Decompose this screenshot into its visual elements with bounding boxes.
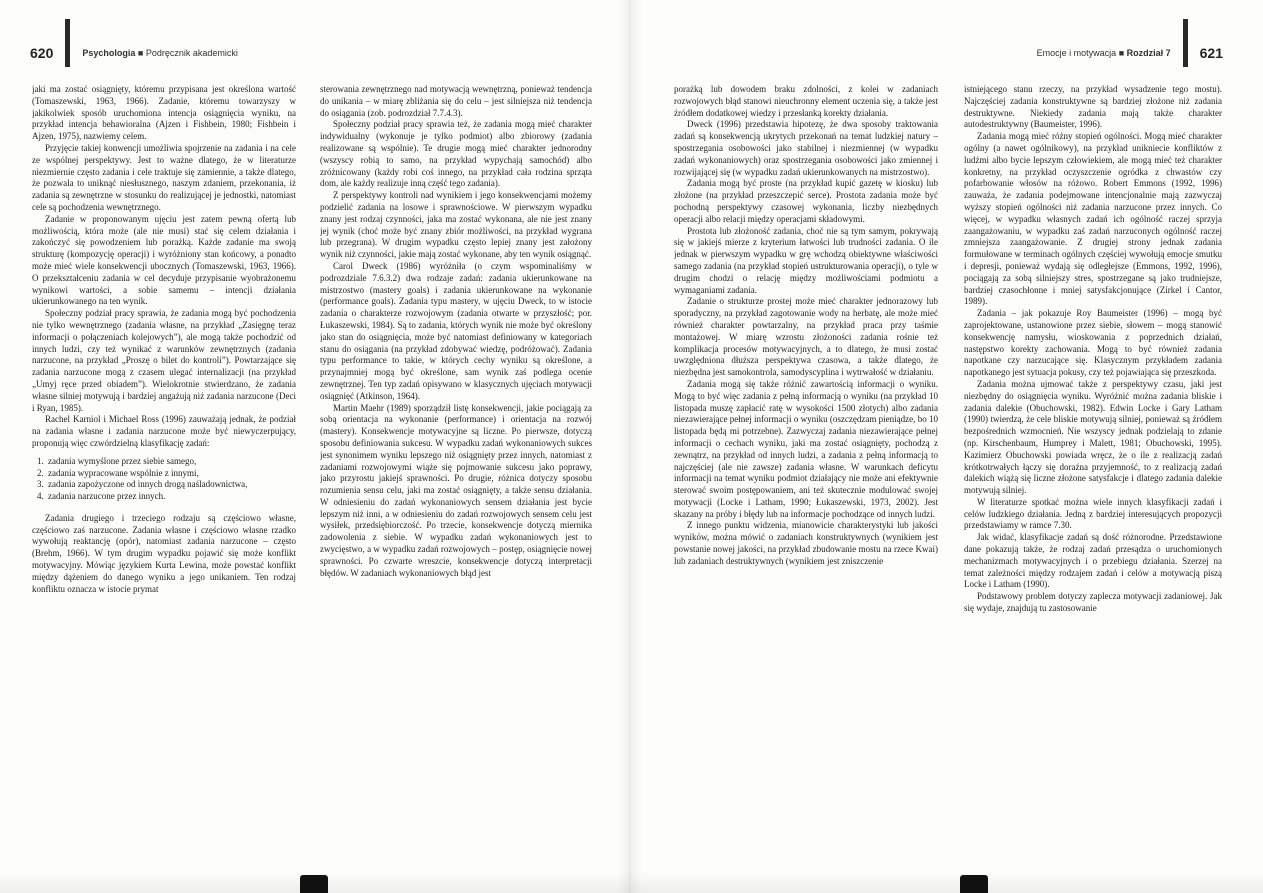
left-page-column-2 <box>320 84 592 864</box>
book-gutter <box>618 0 642 893</box>
paragraph: jaki ma zostać osiągnięty, któremu przypisana jest określona wartość (Tomaszewski, 1963, 1966). Zadanie, któremu towarzyszy w jakikolwiek sposób uruchomiona intencja osiągnięcia wyniku, na przykład intencja behawioralna (Ajzen i Fishbein, 1980; Fishbein i Ajzen, 1975), nazwiemy celem. <box>32 84 296 142</box>
left-running-subtitle: Podręcznik akademicki <box>145 48 238 58</box>
right-page-column-1 <box>674 84 938 864</box>
right-running-head: Emocje i motywacja ■ Rozdział 7 <box>1036 48 1171 58</box>
paragraph: porażką lub dowodem braku zdolności, z kolei w zadaniach rozwojowych błąd stanowi nieuchronny element uczenia się, a także jest źródłem dodatkowej wiedzy i przesłanką korekty działania. <box>674 84 938 118</box>
scan-bottom-shadow <box>0 871 1263 893</box>
list-item: 3. zadania zapożyczone od innych drogą naśladownictwa, <box>46 479 296 491</box>
list-item: 2. zadania wypracowane wspólnie z innymi, <box>46 468 296 480</box>
paragraph: istniejącego stanu rzeczy, na przykład wysadzenie tego mostu). Najczęściej zadania konstruktywne są bardziej złożone niż zadania destruktywne. Niekiedy zadania mają także charakter autodestruktywny (Baumeister, 1996). <box>964 84 1222 130</box>
right-running-subtitle: Rozdział 7 <box>1126 48 1171 58</box>
paragraph: W literaturze spotkać można wiele innych klasyfikacji zadań i celów ludzkiego działania. Jedną z bardziej interesujących propozycji przedstawiamy w ramce 7.30. <box>964 496 1222 531</box>
paragraph: Rachel Karniol i Michael Ross (1996) zauważają jednak, że podział na zadania własne i zadania narzucone może być niewyczerpujący, proponują więc czwórdzielną klasyfikację zadań: <box>32 414 296 448</box>
paragraph: sterowania zewnętrznego nad motywacją wewnętrzną, ponieważ tendencja do unikania – w miarę zbliżania się do celu – jest silniejsza niż tendencja do osiągania (zob. podrozdział 7.7.4.3). <box>320 84 592 118</box>
paragraph: Zadania można ujmować także z perspektywy czasu, jaki jest niezbędny do osiągnięcia wyniku. Wyróżnić można zadania bliskie i zadania dalekie (Obuchowski, 1982). Edwin Locke i Gary Latham (1990) twierdzą, że cele bliskie motywują silniej, ponieważ są źródłem bezpośrednich wzmocnień. Nie wszyscy jednak podzielają to zdanie (np. Kirschenbaum, Humprey i Malett, 1981; Obuchowski, 1995). Kazimierz Obuchowski powiada wręcz, że o ile z realizacją zadań krótkotrwałych łączy się doraźna przyjemność, to z realizacją zadań dalekich wiążą się liczne złożone satysfakcje i dlatego zadania dalekie motywują silniej. <box>964 378 1222 496</box>
scan-artifact <box>300 875 328 893</box>
right-header-bar <box>1183 19 1188 67</box>
right-running-title: Emocje i motywacja <box>1036 48 1117 58</box>
paragraph: Podstawowy problem dotyczy zaplecza motywacji zadaniowej. Jak się wydaje, znajdują tu zastosowanie <box>964 591 1222 614</box>
paragraph: Przyjęcie takiej konwencji umożliwia spojrzenie na zadania i na cele ze wspólnej perspektywy. Jest to ważne dlatego, że w literaturze niezmiernie często zadania i cele traktuje się zamiennie, a także dlatego, że pozwala to uniknąć niesłusznego, naszym zdaniem, przekonania, iż zadania są zewnętrzne w stosunku do realizującej je jednostki, natomiast cele są pochodzenia wewnętrznego. <box>32 142 296 212</box>
paragraph: Dweck (1996) przedstawia hipotezę, że dwa sposoby traktowania zadań są konsekwencją ukrytych przekonań na temat ludzkiej natury – spostrzegania osobowości jako stabilnej i niezmiennej (w wypadku zadań wykonaniowych) oraz spostrzegania osobowości jako zmiennej i rozwijającej się (w wypadku zadań ukierunkowanych na mistrzostwo). <box>674 119 938 177</box>
left-header-bar <box>65 19 70 67</box>
paragraph: Carol Dweck (1986) wyróżniła (o czym wspominaliśmy w podrozdziale 7.6.3.2) dwa rodzaje zadań: zadania ukierunkowane na mistrzostwo (mastery goals) i zadania ukierunkowane na wykonanie (performance goals). Zadania typu mastery, w ujęciu Dweck, to w istocie zadania o charakterze rozwojowym (zadania otwarte w przyszłość; por. Łukaszewski, 1984). Są to zadania, których wynik nie może być określony jako stan do osiągnięcia, może być natomiast definiowany w kategoriach stanu do osiągania (na przykład zdobywać wiedzę, podróżować). Zadania typu performance to takie, w których cechy wyniku są określone, a przynajmniej mogą być określone, sam wynik zaś podlega ocenie zewnętrznej. Ten typ zadań opisywano w klasycznych ujęciach motywacji osiągnięć (Atkinson, 1964). <box>320 260 592 401</box>
list-item: 4. zadania narzucone przez innych. <box>46 491 296 503</box>
scan-artifact <box>960 875 988 893</box>
right-page-header <box>1037 38 1223 68</box>
right-page-number: 621 <box>1199 45 1223 61</box>
list-item: 1. zadania wymyślone przez siebie samego, <box>46 456 296 468</box>
paragraph: Społeczny podział pracy sprawia też, że zadania mogą mieć charakter indywidualny (wykonuje je tylko podmiot) albo zbiorowy (zadania realizowane są wspólnie). Te drugie mogą mieć charakter jednorodny (wszyscy robią to samo, na przykład wypychają samochód) albo zróżnicowany (każdy robi coś innego, na przykład cała rodzina sprząta dom, ale każdy realizuje inną część tego zadania). <box>320 119 592 189</box>
left-running-title: Psychologia <box>82 48 136 58</box>
paragraph: Z perspektywy kontroli nad wynikiem i jego konsekwencjami możemy podzielić zadania na losowe i sprawnościowe. W pierwszym wypadku znany jest rodzaj czynności, jaka ma zostać wykonana, ale nie jest znany jej wynik (choć może być znany zbiór możliwości, na przykład wygrana lub przegrana). W drugim wypadku często lepiej znany jest założony wynik niż czynności, jakie mają zostać wykonane, aby ten wynik osiągnąć. <box>320 190 592 260</box>
left-page-header <box>30 38 238 68</box>
right-page-column-2 <box>964 84 1222 864</box>
paragraph: Z innego punktu widzenia, mianowicie charakterystyki lub jakości wyników, można mówić o zadaniach konstruktywnych (wynikiem jest powstanie nowej jakości, na przykład zbudowanie mostu na rzece Kwai) lub zadaniach destruktywnych (wynikiem jest zniszczenie <box>674 520 938 566</box>
paragraph: Zadanie w proponowanym ujęciu jest zatem pewną ofertą lub możliwością, która może (ale nie musi) stać się celem działania i zakończyć się powodzeniem lub porażką. Każde zadanie ma swoją strukturę (kompozycję operacji) i wyróżniony stan końcowy, a ponadto może mieć wiele konsekwencji ubocznych (Tomaszewski, 1963, 1966). O przekształceniu zadania w cel decyduje przypisanie wyobrażonemu wynikowi wartości, a sobie samemu – intencji działania ukierunkowanego na ten wynik. <box>32 213 296 307</box>
paragraph: Społeczny podział pracy sprawia, że zadania mogą być pochodzenia nie tylko wewnętrznego (zadania własne, na przykład „Zasięgnę teraz informacji o połączeniach kolejowych”), ale mogą także pochodzić od innych ludzi, czy też wynikać z warunków zewnętrznych (zadania narzucone, na przykład „Proszę o bilet do kontroli”). Powtarzające się zadania narzucone mogą z czasem ulegać internalizacji (na przykład „Umyj ręce przed obiadem”). Wielokrotnie stwierdzano, że zadania własne silniej motywują i bardziej angażują niż zadania narzucone (Deci i Ryan, 1985). <box>32 308 296 413</box>
task-classification-list <box>32 456 296 503</box>
paragraph: Jak widać, klasyfikacje zadań są dość różnorodne. Przedstawione dane pokazują także, że rodzaj zadań przesądza o uruchomionych mechanizmach motywacyjnych i o przebiegu działania. Szerzej na temat zależności między rodzajem zadań i celów a motywacją piszą Locke i Latham (1990). <box>964 532 1222 590</box>
paragraph: Martin Maehr (1989) sporządził listę konsekwencji, jakie pociągają za sobą orientacja na wykonanie (performance) i orientacja na rozwój (mastery). Konsekwencje motywacyjne są liczne. Po pierwsze, dotyczą sposobu definiowania sukcesu. W wypadku zadań wykonaniowych sukces jest synonimem wyniku lepszego niż osiągnięty przez innych, natomiast z zadaniami rozwojowymi wiąże się pojmowanie sukcesu jako poprawy, jako przyrostu jakiejś sprawności. Po drugie, różnica dotyczy sposobu rozumienia sensu celu, jaki ma zostać osiągnięty, a także sensu działania. W odniesieniu do zadań wykonaniowych sensem działania jest bycie lepszym niż inni, a w odniesieniu do zadań rozwojowych sensem celu jest wysiłek, przedsiębiorczość. Po trzecie, konsekwencje dotyczą miernika zadowolenia z siebie. W wypadku zadań wykonaniowych jest to zwycięstwo, a w wypadku zadań rozwojowych – postęp, osiągnięcie nowej sprawności. Po czwarte wreszcie, konsekwencje dotyczą interpretacji błędów. W zadaniach wykonaniowych błąd jest <box>320 402 592 578</box>
paragraph: Prostota lub złożoność zadania, choć nie są tym samym, pokrywają się w jakiejś mierze z kryterium łatwości lub trudności zadania. O ile jednak w pierwszym wypadku w grę wchodzą obiektywne właściwości samego zadania (na przykład stopień ustrukturowania operacji), o tyle w drugim chodzi o relację między możliwościami podmiotu a wymaganiami zadania. <box>674 225 938 295</box>
left-running-head: Psychologia ■ Podręcznik akademicki <box>82 48 238 58</box>
left-page-column-1 <box>32 84 296 864</box>
paragraph: Zadania mogą się także różnić zawartością informacji o wyniku. Mogą to być więc zadania z pełną informacją o wyniku (na przykład 10 listopada muszę zapłacić ratę w wysokości 1500 złotych) albo zadania niezawierające pełnej informacji o wyniku (oszczędzam pieniądze, bo 10 listopada będą mi potrzebne). Zazwyczaj zadania niezawierające pełnej informacji o cechach wyniku, jaki ma zostać osiągnięty, pochodzą z zewnątrz, na przykład od innych ludzi, a zadania z pełną informacją to najczęściej (ale nie zawsze) zadania własne. W warunkach deficytu informacji na temat wyniku podmiot działający nie może ani efektywnie sterować swoim postępowaniem, ani też skutecznie modulować swojej motywacji (Locke i Latham, 1990; Łukaszewski, 1973, 2002). Jest skazany na próby i błędy lub na informacje pochodzące od innych ludzi. <box>674 378 938 519</box>
paragraph: Zadania drugiego i trzeciego rodzaju są częściowo własne, częściowo zaś narzucone. Zadania własne i częściowo własne rzadko wywołują reaktancję (opór), natomiast zadania narzucone – często (Brehm, 1966). W tym drugim wypadku pojawić się może konflikt motywacyjny. Mówiąc językiem Kurta Lewina, może powstać konflikt między dążeniem do danego wyniku a jego unikaniem. Ten rodzaj konfliktu oznacza w istocie prymat <box>32 512 296 594</box>
paragraph: Zadania mogą być proste (na przykład kupić gazetę w kiosku) lub złożone (na przykład przeszczepić serce). Prostota zadania może być pochodną perspektywy czasowej wykonania, liczby niezbędnych operacji albo relacji między operacjami składowymi. <box>674 178 938 224</box>
paragraph: Zadania – jak pokazuje Roy Baumeister (1996) – mogą być zaprojektowane, ustanowione przez siebie, słowem – mogą stanowić konsekwencję namysłu, wioskowania z poprzednich działań, następstwo korekty zachowania. Mogą to być również zadania napotkane czy narzucające się. Klasycznym przykładem zadania napotkanego jest sytuacja pokusy, czy też pojawiająca się przeszkoda. <box>964 308 1222 378</box>
left-page-number: 620 <box>30 45 54 61</box>
paragraph: Zadania mogą mieć różny stopień ogólności. Mogą mieć charakter ogólny (a nawet ogólnikowy), na przykład unikniecie konfliktów z ludźmi albo bycie lepszym człowiekiem, ale mogą mieć też charakter konkretny, na przykład oczyszczenie ogródka z chwastów czy pofarbowanie włosów na różowo. Robert Emmons (1992, 1996) zauważa, że zadania podejmowane intencjonalnie mają zazwyczaj wyższy stopień ogólności niż zadania narzucone przez innych. Co więcej, w wypadku własnych zadań ich ogólność raczej sprzyja zaangażowaniu, w wypadku zaś zadań narzuconych ogólność raczej zmniejsza zaangażowanie. Z drugiej strony jednak zadania formułowane w terminach ogólnych częściej wywołują emocje smutku i depresji, ponieważ wydają się odległejsze (Emmons, 1992, 1996), pociągają za sobą silniejszy stres, spostrzegane są jako trudniejsze, bardziej czasochłonne i mniej satysfakcjonujące (Zirkel i Cantor, 1989). <box>964 131 1222 307</box>
paragraph: Zadanie o strukturze prostej może mieć charakter jednorazowy lub sporadyczny, na przykład zagotowanie wody na herbatę, ale może mieć również charakter powtarzalny, na przykład praca przy taśmie montażowej. W miarę wzrostu złożoności zadania rośnie też komplikacja procesów motywacyjnych, a to dlatego, że musi zostać uwzględniona dłuższa perspektywa czasowa, a także dlatego, że niezbędna jest samokontrola, samodyscyplina i wytrwałość w działaniu. <box>674 296 938 378</box>
